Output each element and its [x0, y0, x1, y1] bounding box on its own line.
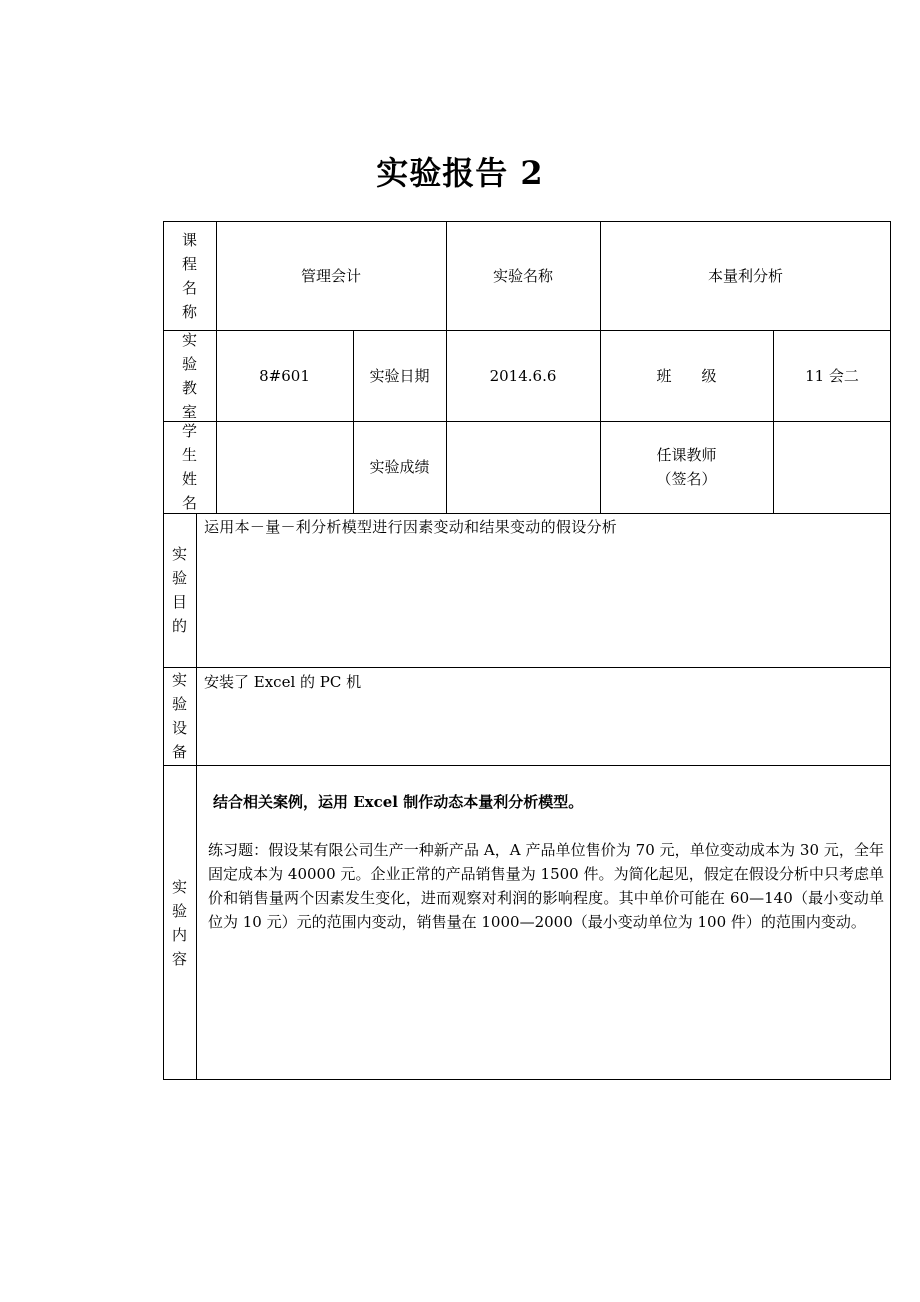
date-label: 实验日期 — [369, 366, 430, 385]
content-exercise: 练习题：假设某有限公司生产一种新产品 A，A 产品单位售价为 70 元，单位变动成本为 30 元，全年固定成本为 40000 元。企业正常的产品销售量为 1500 件。为简化起见，假定在假设分析中只考虑单价和销售量两个因素发生变化，进而观察对利润的影响程度。其中单价可能在 60—140（最小变动单位为 10 元）元的范围内变动，销售量在 1000—2000（最小变动单位为 100 件）的范围内变动。 — [208, 841, 884, 931]
row-divider — [163, 513, 891, 514]
purpose-text: 运用本－量－利分析模型进行因素变动和结果变动的假设分析 — [204, 518, 618, 536]
content-label: 实验内容 — [171, 877, 187, 968]
student-label-cell — [163, 421, 216, 513]
room-value: 8#601 — [259, 366, 310, 385]
course-value: 管理会计 — [300, 266, 361, 285]
score-label: 实验成绩 — [369, 458, 430, 476]
date-value: 2014.6.6 — [489, 366, 557, 385]
row-divider — [163, 765, 891, 766]
class-value: 11 会二 — [805, 366, 859, 385]
content-heading: 结合相关案例，运用 Excel 制作动态本量利分析模型。 — [213, 793, 584, 811]
teacher-label: 任课教师 — [656, 446, 717, 464]
teacher-value — [773, 421, 891, 513]
room-label-cell — [163, 330, 216, 421]
class-label: 班 级 — [656, 366, 717, 385]
equipment-text: 安装了 Excel 的 PC 机 — [204, 673, 362, 691]
score-value — [446, 421, 600, 513]
student-label: 学生姓名 — [181, 422, 197, 512]
course-label-cell — [163, 221, 216, 330]
content-label-cell — [163, 765, 196, 1080]
student-value — [216, 421, 353, 513]
equipment-label-cell — [163, 667, 196, 765]
teacher-sign-note: （签名） — [656, 470, 717, 488]
teacher-label-cell — [600, 421, 773, 513]
purpose-label-cell — [163, 513, 196, 667]
purpose-label: 实验目的 — [171, 545, 187, 635]
row-divider — [163, 667, 891, 668]
col-divider — [196, 513, 197, 1080]
exp-name-value: 本量利分析 — [707, 266, 783, 285]
exp-name-label: 实验名称 — [492, 266, 553, 285]
course-label: 课程名称 — [181, 230, 197, 321]
equipment-label: 实验设备 — [171, 671, 187, 761]
room-label: 实验教室 — [181, 330, 197, 421]
report-title: 实验报告 2 — [376, 154, 544, 192]
